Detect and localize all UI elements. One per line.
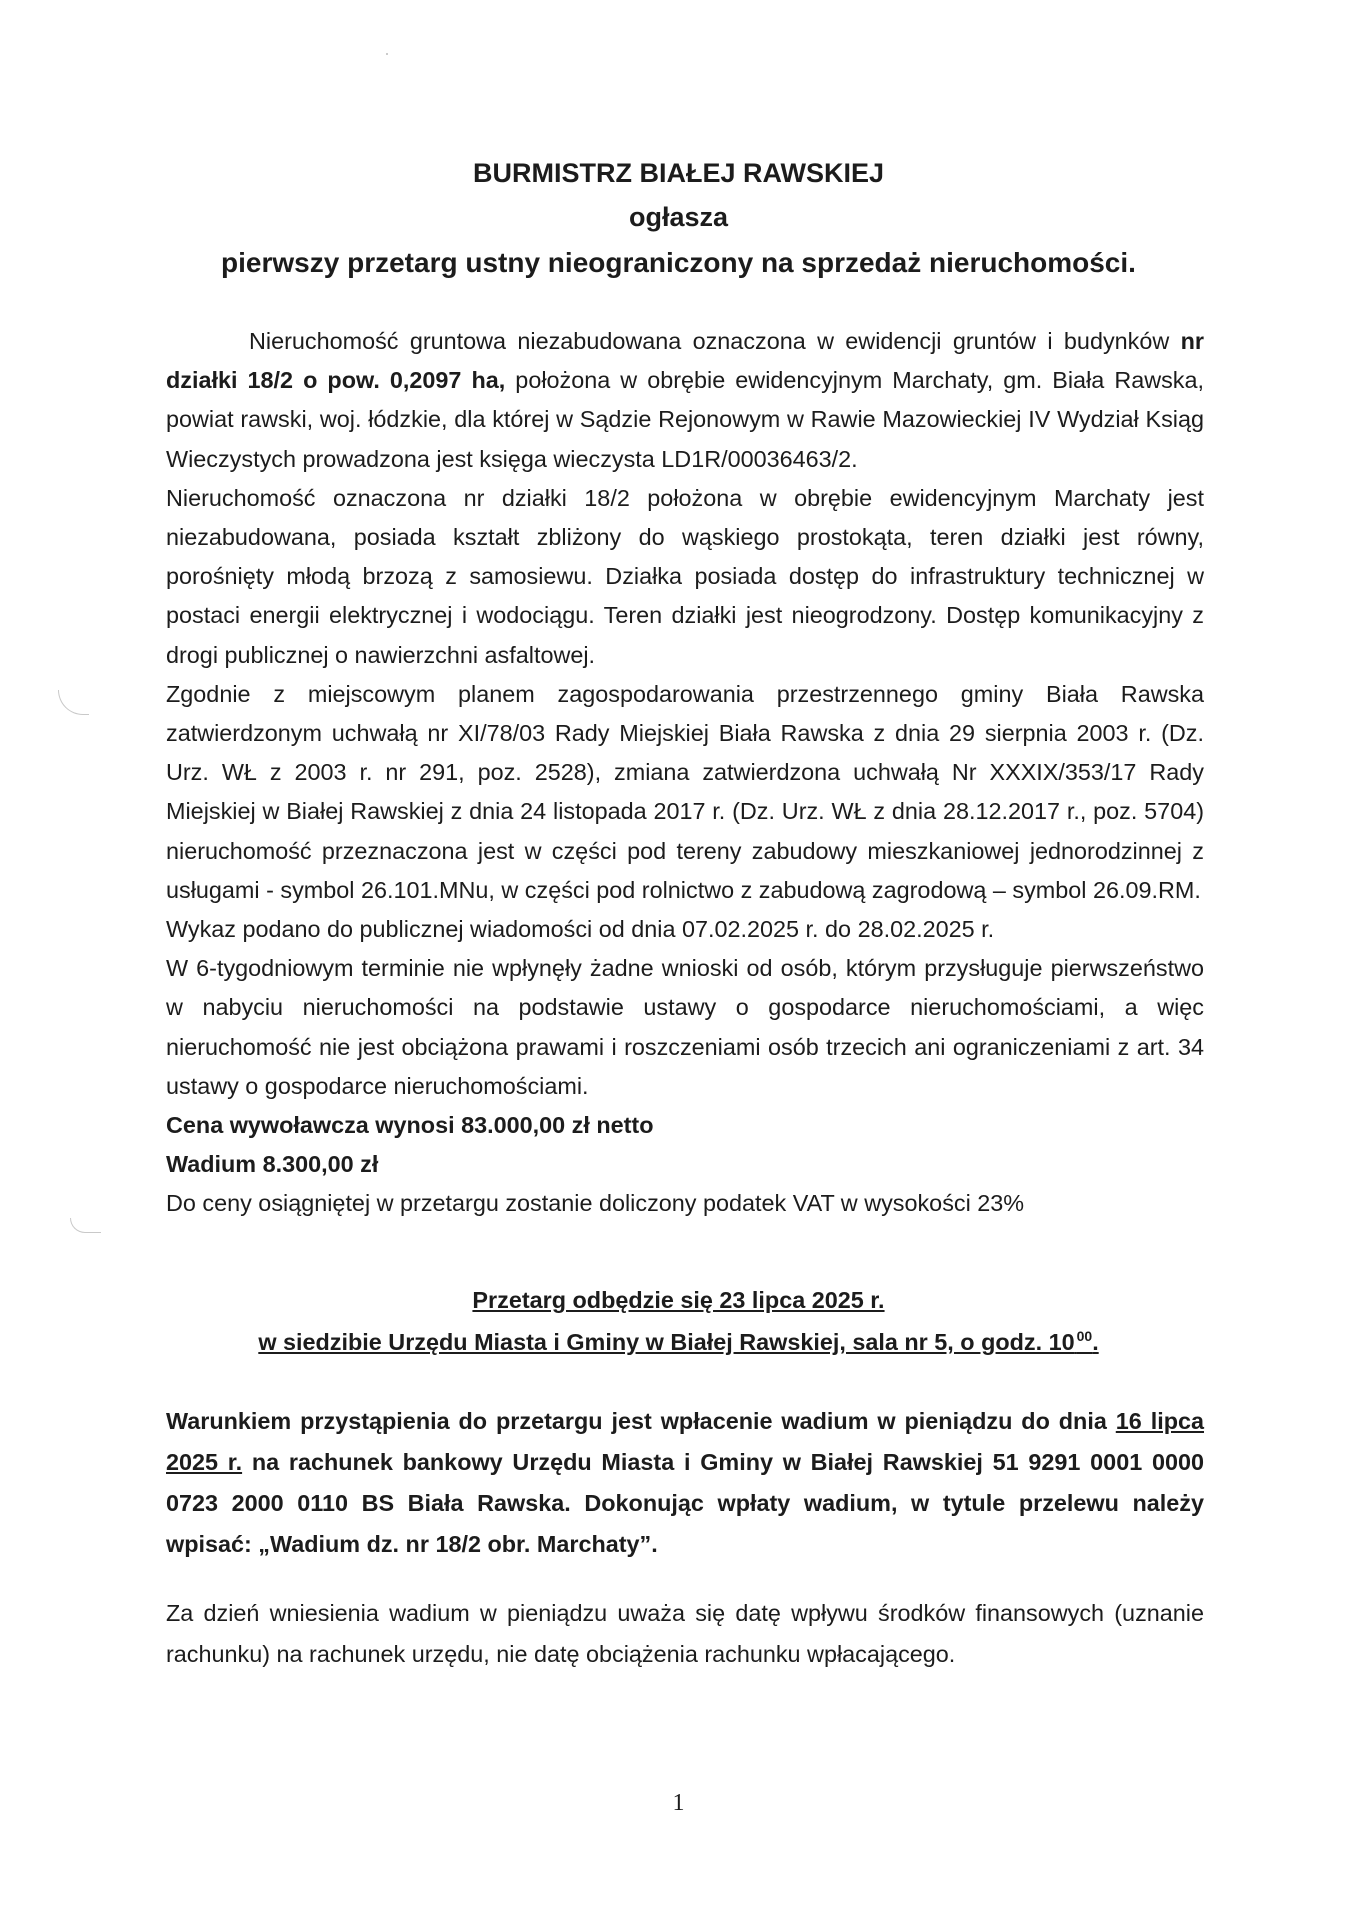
paragraph-property-intro bbox=[166, 322, 1204, 479]
property-description bbox=[166, 322, 1204, 1224]
conditions-paragraph bbox=[166, 1401, 1204, 1565]
announces-heading: ogłasza bbox=[628, 202, 729, 232]
paragraph-priority-rights: W 6-tygodniowym terminie nie wpłynęły żadne wnioski od osób, którym przysługuje pierwszeństwo w nabyciu nieruchomości na podstawie ustawy o gospodarce nieruchomościami, a więc nieruchomość nie jest obciążona prawami i roszczeniami osób trzecich ani ograniczeniami z art. 34 ustawy o gospodarce nieruchomościami. bbox=[166, 955, 1204, 1099]
conditions-part2: na rachunek bankowy Urzędu Miasta i Gminy w Białej Rawskiej 51 9291 0001 0000 0723 2000 0110 BS Biała Rawska. Dokonując wpłaty wadium, w tytule przelewu należy wpisać: „Wadium dz. nr 18/2 obr. Marchaty”. bbox=[166, 1449, 1204, 1557]
intro-text: Nieruchomość gruntowa niezabudowana oznaczona w ewidencji gruntów i budynków bbox=[249, 328, 1181, 354]
tender-place-end: . bbox=[1092, 1329, 1099, 1355]
starting-price: Cena wywoławcza wynosi 83.000,00 zł netto bbox=[166, 1112, 654, 1139]
paragraph-list-published: Wykaz podano do publicznej wiadomości od dnia 07.02.2025 r. do 28.02.2025 r. bbox=[166, 916, 995, 943]
paragraph-plot-characteristics: Nieruchomość oznaczona nr działki 18/2 położona w obrębie ewidencyjnym Marchaty jest niezabudowana, posiada kształt zbliżony do wąskiego prostokąta, teren działki jest równy, porośnięty młodą brzozą z samosiewu. Działka posiada dostęp do infrastruktury technicznej w postaci energii elektrycznej i wodociągu. Teren działki jest nieogrodzony. Dostęp komunikacyjny z drogi publicznej o nawierzchni asfaltowej. bbox=[166, 484, 1204, 668]
deposit-payment-note bbox=[166, 1593, 1204, 1675]
announcement-subject: pierwszy przetarg ustny nieograniczony na sprzedaż nieruchomości. bbox=[221, 247, 1136, 278]
plot-number-area: nr działki 18/2 o pow. 0,2097 ha, bbox=[166, 328, 1204, 394]
conditions-part1: Warunkiem przystąpienia do przetargu jest wpłacenie wadium w pieniądzu do dnia bbox=[166, 1408, 1116, 1434]
tender-date-text: Przetarg odbędzie się 23 lipca 2025 r. bbox=[472, 1287, 885, 1313]
participation-conditions bbox=[166, 1401, 1204, 1565]
tender-hour-minutes: 00 bbox=[1076, 1328, 1093, 1345]
vat-note: Do ceny osiągniętej w przetargu zostanie doliczony podatek VAT w wysokości 23% bbox=[166, 1190, 1025, 1217]
tender-place bbox=[0, 1324, 1357, 1360]
scan-artifact bbox=[58, 690, 89, 715]
page-number: 1 bbox=[672, 1790, 685, 1816]
tender-place-text bbox=[258, 1329, 1098, 1355]
scan-speck bbox=[386, 53, 388, 55]
deposit-amount: Wadium 8.300,00 zł bbox=[166, 1151, 379, 1178]
deposit-note-text: Za dzień wniesienia wadium w pieniądzu uważa się datę wpływu środków finansowych (uznanie rachunku) na rachunek urzędu, nie datę obciążenia rachunku wpłacającego. bbox=[166, 1600, 1204, 1667]
intro-rest: położona w obrębie ewidencyjnym Marchaty, gm. Biała Rawska, powiat rawski, woj. łódzkie, dla której w Sądzie Rejonowym w Rawie Mazowieckiej IV Wydział Ksiąg Wieczystych prowadzona jest księga wieczysta LD1R/00036463/2. bbox=[166, 367, 1205, 472]
deposit-deadline: 16 lipca 2025 r. bbox=[166, 1408, 1204, 1475]
tender-date bbox=[0, 1282, 1357, 1318]
paragraph-zoning-plan: Zgodnie z miejscowym planem zagospodarowania przestrzennego gminy Biała Rawska zatwierdzonym uchwałą nr XI/78/03 Rady Miejskiej Biała Rawska z dnia 29 sierpnia 2003 r. (Dz. Urz. WŁ z 2003 r. nr 291, poz. 2528), zmiana zatwierdzona uchwałą Nr XXXIX/353/17 Rady Miejskiej w Białej Rawskiej z dnia 24 listopada 2017 r. (Dz. Urz. WŁ z dnia 28.12.2017 r., poz. 5704) nieruchomość przeznaczona jest w części pod tereny zabudowy mieszkaniowej jednorodzinnej z usługami - symbol 26.101.MNu, w części pod rolnictwo z zabudową zagrodową – symbol 26.09.RM. bbox=[166, 680, 1204, 903]
scan-artifact bbox=[70, 1218, 101, 1233]
issuer-title: BURMISTRZ BIAŁEJ RAWSKIEJ bbox=[472, 158, 885, 188]
tender-place-line: w siedzibie Urzędu Miasta i Gminy w Białej Rawskiej, sala nr 5, o godz. 10 bbox=[258, 1329, 1075, 1355]
